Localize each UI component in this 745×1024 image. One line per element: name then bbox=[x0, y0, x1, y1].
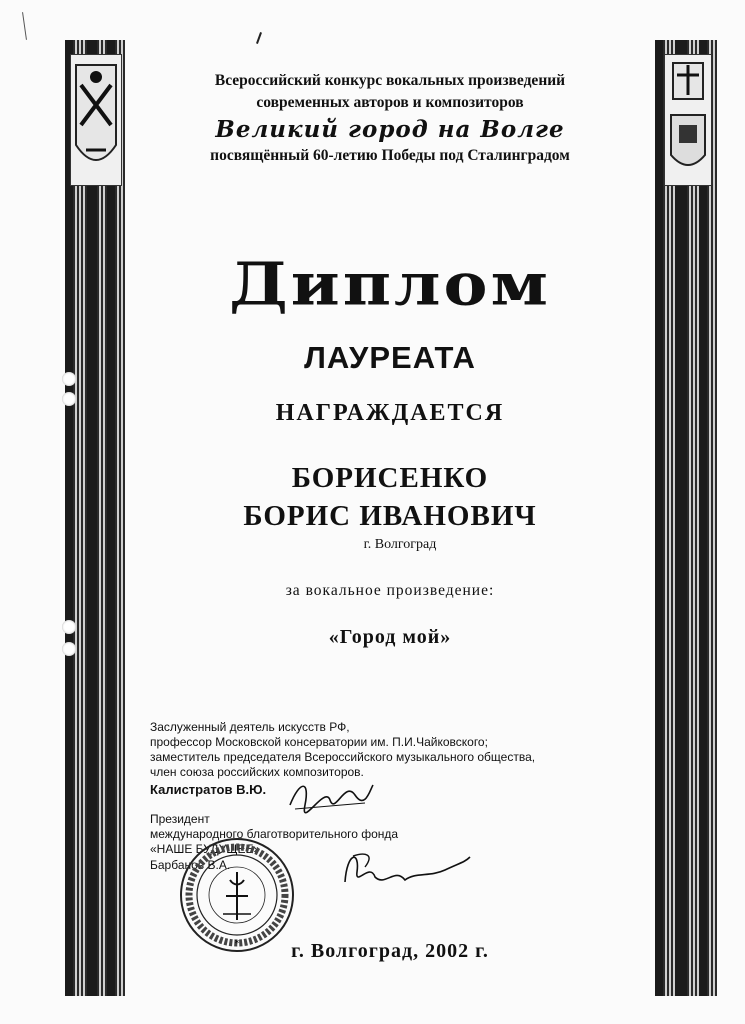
recipient-surname: БОРИСЕНКО bbox=[291, 462, 489, 494]
volgograd-city-emblem-icon bbox=[664, 54, 712, 186]
place-and-date: г. Волгоград, 2002 г. bbox=[291, 940, 489, 962]
work-title: «Город мой» bbox=[328, 626, 452, 648]
contest-header-line-2: современных авторов и композиторов bbox=[256, 94, 524, 111]
diploma-title: Диплом bbox=[229, 248, 551, 320]
signatory1-name: Калистратов В.Ю. bbox=[150, 782, 267, 797]
signatory2-line: международного благотворительного фонда bbox=[150, 827, 399, 841]
punch-hole bbox=[62, 642, 76, 656]
signatory1-credentials bbox=[150, 720, 535, 780]
awarded-label: НАГРАЖДАЕТСЯ bbox=[275, 400, 505, 426]
svg-text:*: * bbox=[234, 939, 240, 949]
punch-hole bbox=[62, 392, 76, 406]
recipient-given-names: БОРИС ИВАНОВИЧ bbox=[243, 500, 537, 532]
signatory2-line: Президент bbox=[150, 812, 210, 826]
signatory2-line: «НАШЕ БУДУЩЕЕ» bbox=[150, 842, 261, 856]
scan-mark bbox=[256, 32, 262, 44]
signatory1-line: член союза российских композиторов. bbox=[150, 765, 364, 779]
contest-name: Великий город на Волге bbox=[215, 116, 565, 143]
signatory2-name: Барбанов В.А. bbox=[150, 858, 231, 872]
signatory1-line: заместитель председателя Всероссийского музыкального общества, bbox=[150, 750, 536, 764]
work-intro: за вокальное произведение: bbox=[285, 582, 495, 599]
scan-mark bbox=[22, 12, 27, 40]
contest-header-line-3: посвящённый 60-летию Победы под Сталинградом bbox=[210, 147, 570, 164]
signatory2-signature bbox=[335, 842, 475, 902]
punch-hole bbox=[62, 620, 76, 634]
contest-header-line-1: Всероссийский конкурс вокальных произведений bbox=[214, 72, 566, 89]
signatory1-line: профессор Московской консерватории им. П.И.Чайковского; bbox=[150, 735, 488, 749]
volgograd-region-emblem-icon bbox=[70, 54, 122, 186]
signatory1-line: Заслуженный деятель искусств РФ, bbox=[150, 720, 350, 734]
punch-hole bbox=[62, 372, 76, 386]
recipient-city: г. Волгоград bbox=[363, 537, 437, 552]
laureate-subtitle: ЛАУРЕАТА bbox=[304, 340, 476, 375]
